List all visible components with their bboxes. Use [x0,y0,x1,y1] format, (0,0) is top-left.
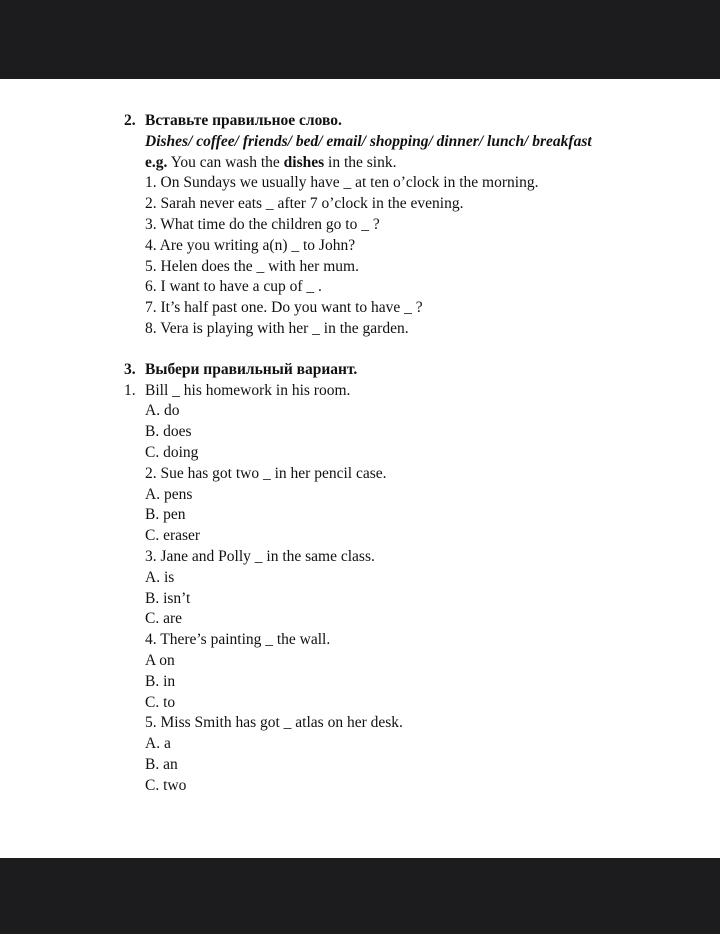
bottom-black-bar [0,858,720,934]
example-keyword: dishes [283,153,325,171]
top-black-bar [0,0,720,79]
answer-option: B. does [145,423,192,441]
section-2-item: 3. What time do the children go to _ ? [145,215,380,233]
section-3-number: 3. [124,360,136,378]
example-after: in the sink. [324,153,397,171]
section-2-item: 7. It’s half past one. Do you want to have _ ? [145,299,423,317]
question-line: 5. Miss Smith has got _ atlas on her desk. [145,714,403,732]
answer-option: C. two [145,776,187,794]
section-3-first-question [124,381,684,402]
section-spacer [124,340,684,360]
question-line: 3. Jane and Polly _ in the same class. [145,547,375,565]
question-number: 1. [124,381,136,399]
answer-option: A on [145,651,175,669]
section-2-item: 8. Vera is playing with her _ in the garden. [145,319,409,337]
answer-option: A. a [145,735,171,753]
worksheet-content [124,111,684,797]
question-line: 2. Sue has got two _ in her pencil case. [145,464,387,482]
section-3-title: Выбери правильный вариант. [145,360,358,378]
section-3-heading [124,360,684,381]
section-2-item: 4. Are you writing a(n) _ to John? [145,236,356,254]
answer-option: B. an [145,755,178,773]
example-line [124,153,684,174]
example-before: You can wash the [167,153,284,171]
section-2-item: 5. Helen does the _ with her mum. [145,257,359,275]
answer-option: C. are [145,610,183,628]
answer-option: C. doing [145,443,199,461]
answer-option: C. to [145,693,176,711]
example-label: e.g. [145,153,168,171]
word-bank: Dishes/ coffee/ friends/ bed/ email/ shopping/ dinner/ lunch/ breakfast [145,132,592,150]
question-text: Bill _ his homework in his room. [145,381,351,399]
answer-option: C. eraser [145,527,201,545]
answer-option: B. isn’t [145,589,191,607]
section-2-item: 6. I want to have a cup of _ . [145,278,322,296]
section-2-title: Вставьте правильное слово. [145,112,342,129]
section-2-item: 1. On Sundays we usually have _ at ten o’clock in the morning. [145,174,539,192]
section-2-heading [124,111,684,132]
section-2-number: 2. [124,112,136,129]
answer-option: A. is [145,568,175,586]
answer-option: A. pens [145,485,193,503]
answer-option: B. in [145,672,176,690]
answer-option: B. pen [145,506,186,524]
answer-option: A. do [145,402,180,420]
question-line: 4. There’s painting _ the wall. [145,631,331,649]
section-2-item: 2. Sarah never eats _ after 7 o’clock in the evening. [145,195,464,213]
